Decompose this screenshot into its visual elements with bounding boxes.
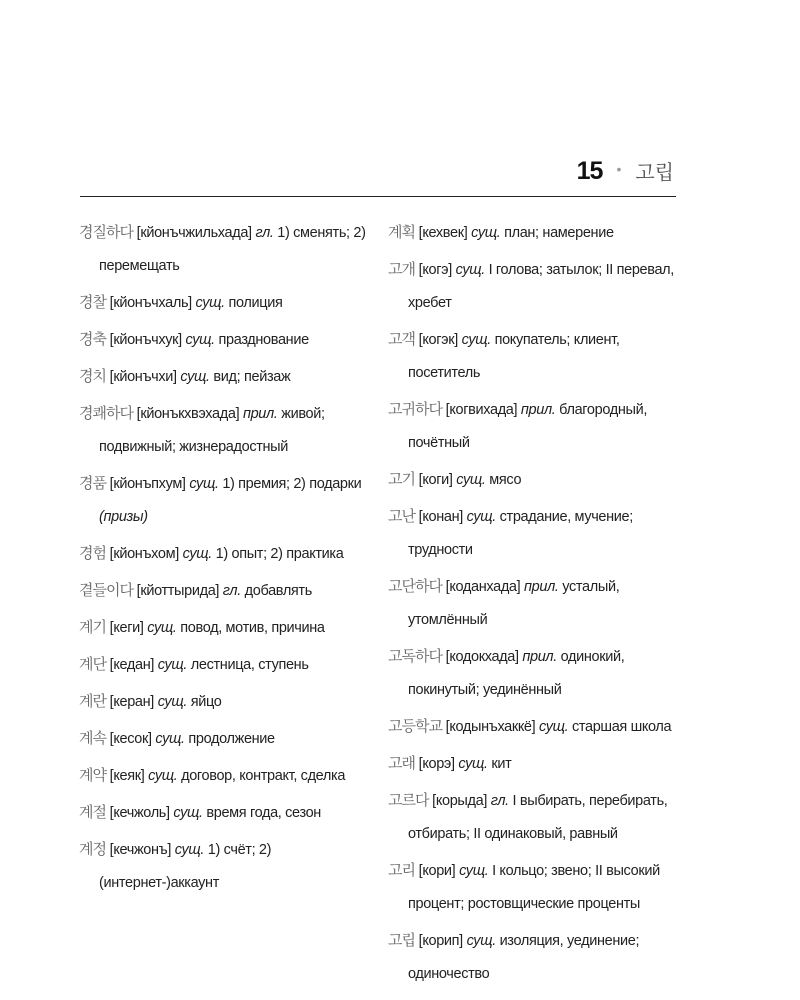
- part-of-speech: сущ.: [180, 369, 210, 385]
- headword: 고기: [388, 470, 415, 488]
- header-bullet: •: [616, 161, 622, 177]
- definition: 1) премия; 2) подарки: [222, 476, 362, 492]
- dictionary-entry: [388, 747, 678, 781]
- definition: добавлять: [244, 583, 312, 599]
- headword: 경험: [79, 544, 106, 562]
- part-of-speech: гл.: [222, 583, 241, 599]
- definition: повод, мотив, причина: [180, 620, 325, 636]
- transcription: [кечжонъ]: [109, 842, 172, 858]
- dictionary-entry: [79, 574, 369, 608]
- definition: продолжение: [188, 731, 275, 747]
- dictionary-entry: [79, 537, 369, 571]
- dictionary-entry: [388, 784, 678, 851]
- headword: 경찰: [79, 293, 106, 311]
- part-of-speech: прил.: [522, 649, 557, 665]
- part-of-speech: гл.: [490, 793, 509, 809]
- headword: 계속: [79, 729, 106, 747]
- definition-note: (призы): [99, 509, 148, 525]
- transcription: [корип]: [418, 933, 463, 949]
- transcription: [корыда]: [432, 793, 488, 809]
- part-of-speech: сущ.: [189, 476, 219, 492]
- transcription: [кеяк]: [109, 768, 145, 784]
- transcription: [кйонъчхук]: [109, 332, 182, 348]
- dictionary-entry: [388, 393, 678, 460]
- headword: 고귀하다: [388, 400, 442, 418]
- transcription: [когэк]: [418, 332, 458, 348]
- definition: 1) сменять; 2) перемещать: [99, 225, 366, 274]
- transcription: [кйоттырида]: [136, 583, 220, 599]
- definition: вид; пейзаж: [213, 369, 291, 385]
- transcription: [кечжоль]: [109, 805, 170, 821]
- definition: I голова; затылок; II перевал, хребет: [408, 262, 674, 311]
- transcription: [кйонъчхи]: [109, 369, 177, 385]
- part-of-speech: сущ.: [466, 509, 496, 525]
- dictionary-entry: [388, 710, 678, 744]
- definition: кит: [491, 756, 512, 772]
- headword: 고리: [388, 861, 415, 879]
- definition: 1) счёт; 2) (интернет-)аккаунт: [99, 842, 272, 891]
- part-of-speech: прил.: [524, 579, 559, 595]
- transcription: [кесок]: [109, 731, 152, 747]
- transcription: [кодокхада]: [445, 649, 519, 665]
- definition: время года, сезон: [206, 805, 321, 821]
- dictionary-entry: [388, 640, 678, 707]
- part-of-speech: сущ.: [148, 768, 178, 784]
- dictionary-entry: [388, 570, 678, 637]
- part-of-speech: сущ.: [147, 620, 177, 636]
- dictionary-entry: [79, 216, 369, 283]
- transcription: [кйонъчжильхада]: [136, 225, 252, 241]
- page-header: [80, 152, 676, 197]
- headword: 고개: [388, 260, 415, 278]
- transcription: [конан]: [418, 509, 463, 525]
- headword: 고립: [388, 931, 415, 949]
- part-of-speech: сущ.: [157, 657, 188, 673]
- guide-word: 고립: [635, 160, 674, 184]
- headword: 경쾌하다: [79, 404, 133, 422]
- dictionary-entry: [79, 323, 369, 357]
- transcription: [когэ]: [418, 262, 452, 278]
- headword: 곁들이다: [79, 581, 133, 599]
- part-of-speech: прил.: [520, 402, 556, 418]
- right-column: [388, 216, 678, 994]
- dictionary-entry: [79, 611, 369, 645]
- headword: 고객: [388, 330, 415, 348]
- dictionary-entry: [388, 500, 678, 567]
- part-of-speech: сущ.: [461, 332, 491, 348]
- part-of-speech: сущ.: [173, 805, 203, 821]
- dictionary-entry: [79, 722, 369, 756]
- headword: 계기: [79, 618, 106, 636]
- definition: старшая школа: [571, 719, 672, 735]
- transcription: [кори]: [418, 863, 456, 879]
- header-right: [577, 156, 674, 186]
- definition: лестница, ступень: [190, 657, 309, 673]
- headword: 계단: [79, 655, 106, 673]
- transcription: [коданхада]: [445, 579, 521, 595]
- definition: договор, контракт, сделка: [181, 768, 346, 784]
- transcription: [кйонъчхаль]: [109, 295, 192, 311]
- headword: 계획: [388, 223, 415, 241]
- headword: 경질하다: [79, 223, 133, 241]
- headword: 계란: [79, 692, 106, 710]
- transcription: [кйонъхом]: [109, 546, 179, 562]
- transcription: [когвихада]: [445, 402, 518, 418]
- definition: изоляция, уединение; одиночество: [408, 933, 640, 982]
- part-of-speech: сущ.: [182, 546, 212, 562]
- transcription: [кйонъкхвэхада]: [136, 406, 240, 422]
- headword: 계절: [79, 803, 106, 821]
- definition: празднование: [218, 332, 309, 348]
- part-of-speech: сущ.: [174, 842, 205, 858]
- dictionary-entry: [79, 467, 369, 534]
- part-of-speech: сущ.: [456, 472, 486, 488]
- part-of-speech: сущ.: [157, 694, 187, 710]
- dictionary-entry: [79, 759, 369, 793]
- headword: 경치: [79, 367, 106, 385]
- part-of-speech: прил.: [242, 406, 278, 422]
- part-of-speech: сущ.: [185, 332, 215, 348]
- definition: живой; подвижный; жизнерадостный: [99, 406, 325, 455]
- dictionary-entry: [79, 360, 369, 394]
- definition: покупатель; клиент, посетитель: [408, 332, 620, 381]
- part-of-speech: сущ.: [459, 863, 489, 879]
- part-of-speech: сущ.: [466, 933, 496, 949]
- dictionary-entry: [388, 323, 678, 390]
- part-of-speech: сущ.: [458, 756, 488, 772]
- dictionary-entry: [388, 924, 678, 991]
- headword: 고래: [388, 754, 415, 772]
- definition: 1) опыт; 2) практика: [215, 546, 344, 562]
- transcription: [кодынъхаккё]: [445, 719, 536, 735]
- dictionary-entry: [388, 253, 678, 320]
- part-of-speech: сущ.: [471, 225, 501, 241]
- definition: мясо: [489, 472, 522, 488]
- headword: 경축: [79, 330, 106, 348]
- headword: 고등학교: [388, 717, 442, 735]
- transcription: [кйонъпхум]: [109, 476, 186, 492]
- dictionary-entry: [388, 216, 678, 250]
- dictionary-entry: [388, 463, 678, 497]
- part-of-speech: гл.: [255, 225, 274, 241]
- definition: страдание, мучение; трудности: [408, 509, 633, 558]
- definition: одинокий, покинутый; уединённый: [408, 649, 625, 698]
- part-of-speech: сущ.: [195, 295, 225, 311]
- left-column: [79, 216, 369, 903]
- dictionary-entry: [79, 286, 369, 320]
- page-number: 15: [576, 157, 603, 185]
- dictionary-entry: [79, 796, 369, 830]
- transcription: [керан]: [109, 694, 154, 710]
- definition: яйцо: [190, 694, 222, 710]
- definition: I кольцо; звено; II высокий процент; ростовщические проценты: [408, 863, 660, 912]
- headword: 경품: [79, 474, 106, 492]
- headword: 계약: [79, 766, 106, 784]
- dictionary-entry: [79, 648, 369, 682]
- part-of-speech: сущ.: [155, 731, 185, 747]
- headword: 고단하다: [388, 577, 442, 595]
- transcription: [коги]: [418, 472, 453, 488]
- headword: 고난: [388, 507, 415, 525]
- transcription: [кехвек]: [418, 225, 468, 241]
- transcription: [корэ]: [418, 756, 455, 772]
- definition: усталый, утомлённый: [408, 579, 620, 628]
- definition: полиция: [228, 295, 283, 311]
- headword: 고독하다: [388, 647, 442, 665]
- transcription: [кеги]: [109, 620, 144, 636]
- dictionary-entry: [388, 854, 678, 921]
- headword: 고르다: [388, 791, 429, 809]
- headword: 계정: [79, 840, 106, 858]
- transcription: [кедан]: [109, 657, 155, 673]
- dictionary-entry: [79, 685, 369, 719]
- definition: план; намерение: [504, 225, 614, 241]
- part-of-speech: сущ.: [538, 719, 569, 735]
- dictionary-entry: [79, 833, 369, 900]
- definition: I выбирать, перебирать, отбирать; II одинаковый, равный: [408, 793, 668, 842]
- part-of-speech: сущ.: [455, 262, 485, 278]
- dictionary-entry: [79, 397, 369, 464]
- definition: благородный, почётный: [408, 402, 647, 451]
